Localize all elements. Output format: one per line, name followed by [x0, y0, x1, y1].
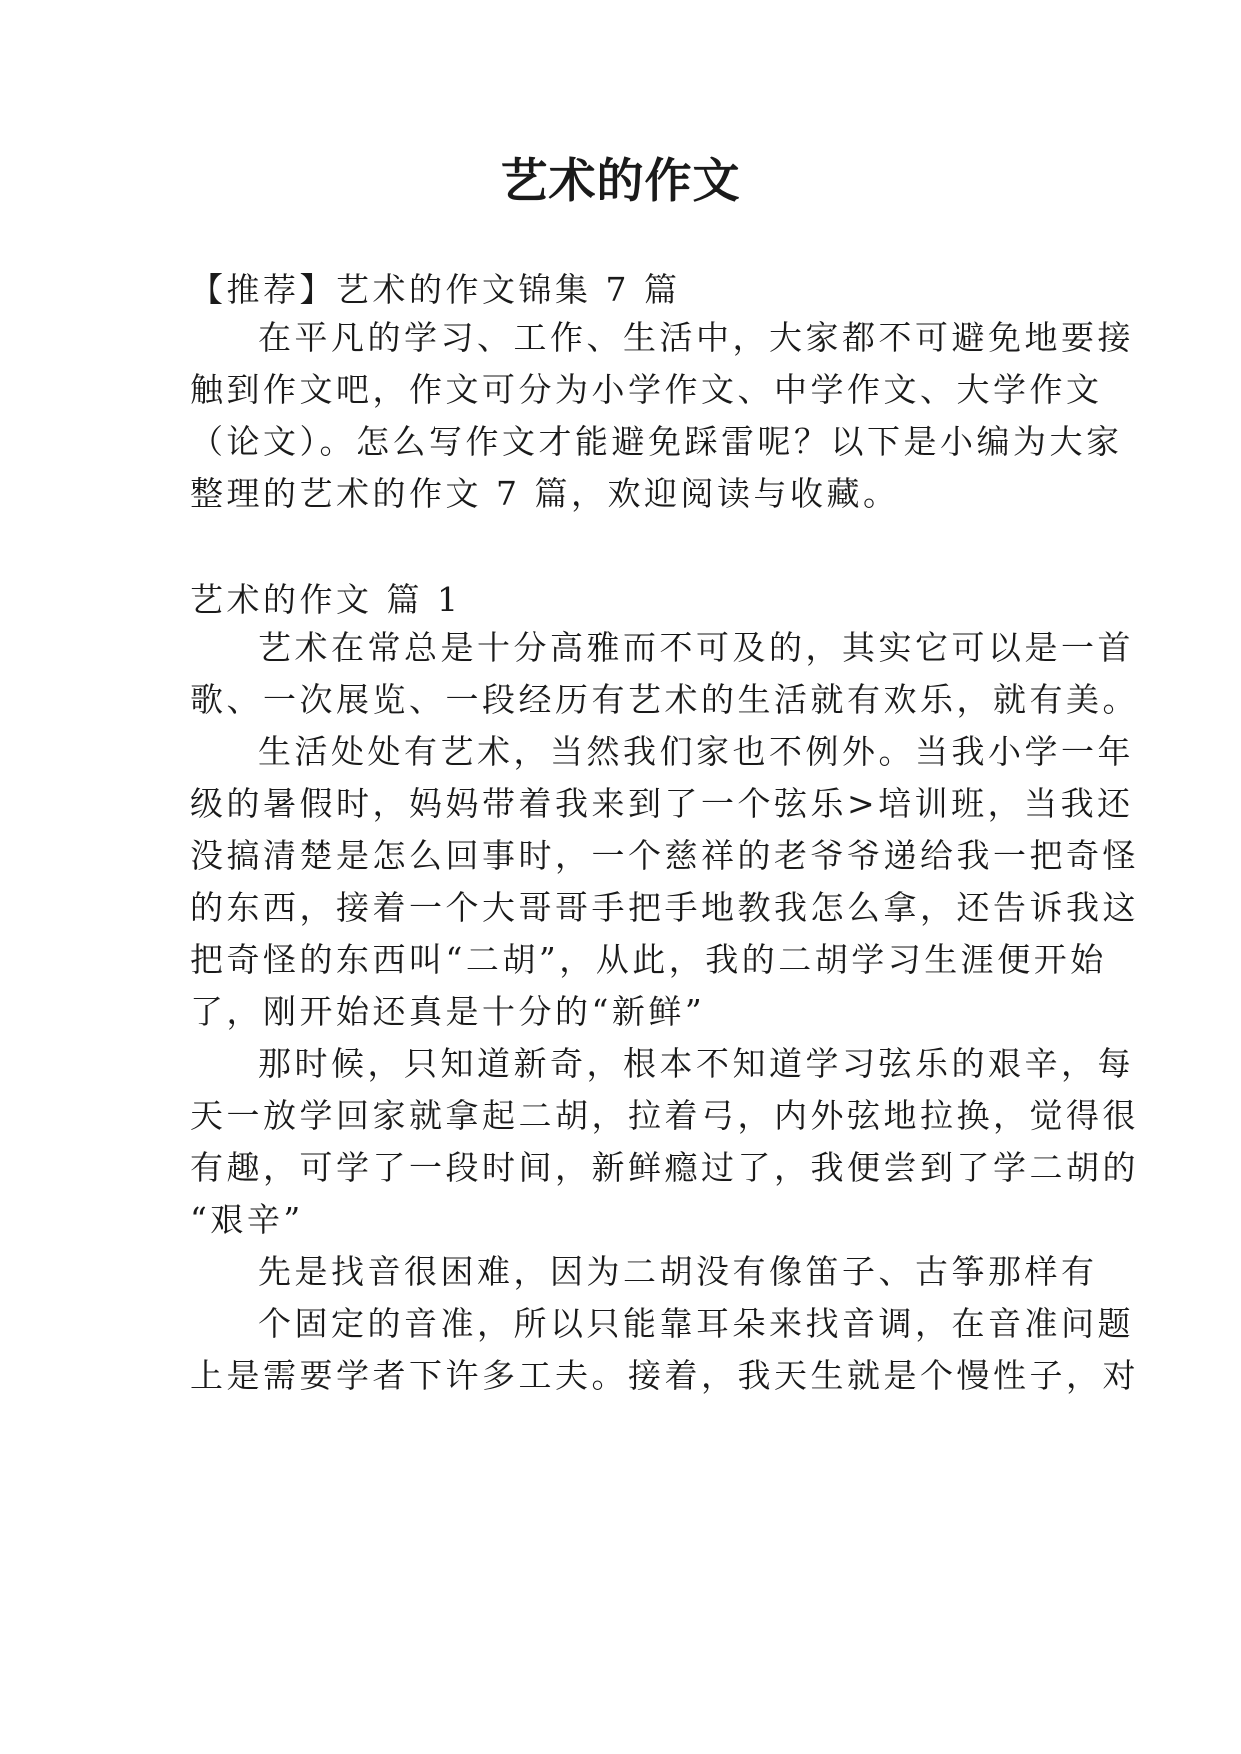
- intro-line: 整理的艺术的作文 7 篇，欢迎阅读与收藏。: [190, 474, 900, 513]
- body-line: 的东西，接着一个大哥哥手把手地教我怎么拿，还告诉我这: [190, 888, 1139, 927]
- intro-line: 在平凡的学习、工作、生活中，大家都不可避免地要接: [258, 318, 1134, 357]
- body-line: 那时候，只知道新奇，根本不知道学习弦乐的艰辛，每: [258, 1044, 1134, 1083]
- body-line: 生活处处有艺术，当然我们家也不例外。当我小学一年: [258, 732, 1134, 771]
- body-line: 有趣，可学了一段时间，新鲜瘾过了，我便尝到了学二胡的: [190, 1148, 1139, 1187]
- document-subtitle: 【推荐】艺术的作文锦集 7 篇: [190, 270, 681, 309]
- body-line: 了，刚开始还真是十分的“新鲜”: [190, 992, 706, 1031]
- body-line: 没搞清楚是怎么回事时，一个慈祥的老爷爷递给我一把奇怪: [190, 836, 1139, 875]
- body-line: 级的暑假时，妈妈带着我来到了一个弦乐>培训班，当我还: [190, 784, 1134, 823]
- body-line: 个固定的音准，所以只能靠耳朵来找音调，在音准问题: [258, 1304, 1134, 1343]
- intro-line: （论文）。怎么写作文才能避免踩雷呢？以下是小编为大家: [190, 422, 1123, 461]
- section-heading: 艺术的作文 篇 1: [190, 580, 462, 619]
- body-line: 先是找音很困难，因为二胡没有像笛子、古筝那样有: [258, 1252, 1098, 1291]
- document-title: 艺术的作文: [500, 154, 741, 209]
- body-line: 把奇怪的东西叫“二胡”，从此，我的二胡学习生涯便开始: [190, 940, 1107, 979]
- body-line: 歌、一次展览、一段经历有艺术的生活就有欢乐，就有美。: [190, 680, 1139, 719]
- body-line: 天一放学回家就拿起二胡，拉着弓，内外弦地拉换，觉得很: [190, 1096, 1139, 1135]
- body-line: 上是需要学者下许多工夫。接着，我天生就是个慢性子，对: [190, 1356, 1139, 1395]
- body-line: 艺术在常总是十分高雅而不可及的，其实它可以是一首: [258, 628, 1134, 667]
- body-line: “艰辛”: [190, 1200, 304, 1239]
- intro-line: 触到作文吧，作文可分为小学作文、中学作文、大学作文: [190, 370, 1103, 409]
